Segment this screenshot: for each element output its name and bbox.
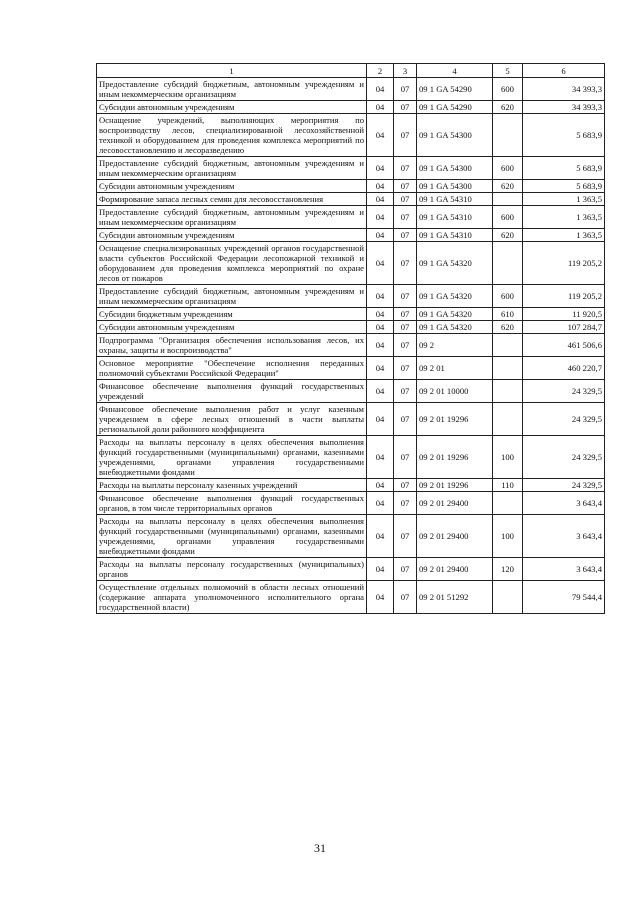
expense-type-cell: 620 <box>493 180 523 193</box>
section-code-cell: 04 <box>367 180 394 193</box>
table-row <box>97 206 605 229</box>
amount-cell: 119 205,2 <box>523 285 605 308</box>
target-article-cell: 09 1 GA 54320 <box>417 285 493 308</box>
subsection-code-cell: 07 <box>394 334 417 357</box>
expense-type-cell: 100 <box>493 436 523 479</box>
expense-name-cell: Субсидии автономным учреждениям <box>97 101 367 114</box>
target-article-cell: 09 1 GA 54320 <box>417 308 493 321</box>
amount-cell: 5 683,9 <box>523 114 605 157</box>
target-article-cell: 09 1 GA 54320 <box>417 242 493 285</box>
expense-name-cell: Предоставление субсидий бюджетным, автономным учреждениям и иным некоммерческим организациям <box>97 285 367 308</box>
amount-cell: 79 544,4 <box>523 581 605 614</box>
table-row <box>97 193 605 206</box>
expense-type-cell <box>493 492 523 515</box>
expense-type-cell <box>493 403 523 436</box>
table-row <box>97 229 605 242</box>
expense-type-cell <box>493 193 523 206</box>
expense-type-cell: 100 <box>493 515 523 558</box>
table-row <box>97 285 605 308</box>
table-row <box>97 321 605 334</box>
target-article-cell: 09 2 <box>417 334 493 357</box>
header-col-4: 4 <box>417 64 493 78</box>
expense-name-cell: Расходы на выплаты персоналу в целях обеспечения выполнения функций государственными (муниципальными) органами, казенными учреждениями, органами управления государственными внебюджетными фондами <box>97 515 367 558</box>
section-code-cell: 04 <box>367 334 394 357</box>
amount-cell: 34 393,3 <box>523 78 605 101</box>
table-row <box>97 492 605 515</box>
expense-type-cell <box>493 334 523 357</box>
page-number: 31 <box>314 841 326 855</box>
amount-cell: 107 284,7 <box>523 321 605 334</box>
section-code-cell: 04 <box>367 78 394 101</box>
expense-type-cell: 600 <box>493 157 523 180</box>
subsection-code-cell: 07 <box>394 492 417 515</box>
subsection-code-cell: 07 <box>394 157 417 180</box>
expense-type-cell <box>493 581 523 614</box>
expense-type-cell: 600 <box>493 285 523 308</box>
header-col-6: 6 <box>523 64 605 78</box>
expense-name-cell: Оснащение учреждений, выполняющих мероприятия по воспроизводству лесов, специализированной лесохозяйственной техникой и оборудованием для проведения комплекса мероприятий по лесовосстановлению и лесоразведению <box>97 114 367 157</box>
subsection-code-cell: 07 <box>394 558 417 581</box>
amount-cell: 24 329,5 <box>523 436 605 479</box>
subsection-code-cell: 07 <box>394 229 417 242</box>
table-row <box>97 479 605 492</box>
table-row <box>97 308 605 321</box>
amount-cell: 24 329,5 <box>523 403 605 436</box>
expense-type-cell <box>493 114 523 157</box>
table-header-row <box>97 64 605 78</box>
expense-name-cell: Предоставление субсидий бюджетным, автономным учреждениям и иным некоммерческим организациям <box>97 78 367 101</box>
target-article-cell: 09 2 01 29400 <box>417 515 493 558</box>
section-code-cell: 04 <box>367 285 394 308</box>
table-row <box>97 515 605 558</box>
table-row <box>97 78 605 101</box>
subsection-code-cell: 07 <box>394 193 417 206</box>
table-row <box>97 242 605 285</box>
table-row <box>97 157 605 180</box>
target-article-cell: 09 1 GA 54290 <box>417 78 493 101</box>
expense-name-cell: Предоставление субсидий бюджетным, автономным учреждениям и иным некоммерческим организациям <box>97 206 367 229</box>
subsection-code-cell: 07 <box>394 114 417 157</box>
budget-table <box>96 63 605 614</box>
expense-type-cell: 620 <box>493 101 523 114</box>
section-code-cell: 04 <box>367 114 394 157</box>
expense-type-cell <box>493 357 523 380</box>
expense-type-cell: 620 <box>493 321 523 334</box>
expense-type-cell <box>493 242 523 285</box>
subsection-code-cell: 07 <box>394 180 417 193</box>
expense-type-cell: 110 <box>493 479 523 492</box>
table-row <box>97 581 605 614</box>
section-code-cell: 04 <box>367 308 394 321</box>
subsection-code-cell: 07 <box>394 308 417 321</box>
target-article-cell: 09 1 GA 54300 <box>417 157 493 180</box>
amount-cell: 3 643,4 <box>523 492 605 515</box>
table-row <box>97 357 605 380</box>
target-article-cell: 09 2 01 29400 <box>417 558 493 581</box>
amount-cell: 3 643,4 <box>523 558 605 581</box>
section-code-cell: 04 <box>367 515 394 558</box>
amount-cell: 1 363,5 <box>523 193 605 206</box>
section-code-cell: 04 <box>367 380 394 403</box>
expense-name-cell: Расходы на выплаты персоналу казенных учреждений <box>97 479 367 492</box>
section-code-cell: 04 <box>367 101 394 114</box>
section-code-cell: 04 <box>367 581 394 614</box>
section-code-cell: 04 <box>367 558 394 581</box>
expense-type-cell: 620 <box>493 229 523 242</box>
expense-type-cell: 600 <box>493 78 523 101</box>
subsection-code-cell: 07 <box>394 581 417 614</box>
section-code-cell: 04 <box>367 403 394 436</box>
table-row <box>97 114 605 157</box>
target-article-cell: 09 1 GA 54300 <box>417 114 493 157</box>
target-article-cell: 09 2 01 10000 <box>417 380 493 403</box>
table-body <box>97 78 605 614</box>
amount-cell: 5 683,9 <box>523 157 605 180</box>
expense-type-cell: 120 <box>493 558 523 581</box>
amount-cell: 460 220,7 <box>523 357 605 380</box>
amount-cell: 3 643,4 <box>523 515 605 558</box>
expense-name-cell: Подпрограмма "Организация обеспечения использования лесов, их охраны, защиты и воспроизводства" <box>97 334 367 357</box>
target-article-cell: 09 2 01 29400 <box>417 492 493 515</box>
expense-name-cell: Субсидии бюджетным учреждениям <box>97 308 367 321</box>
target-article-cell: 09 2 01 19296 <box>417 479 493 492</box>
expense-name-cell: Формирование запаса лесных семян для лесовосстановления <box>97 193 367 206</box>
target-article-cell: 09 1 GA 54300 <box>417 180 493 193</box>
target-article-cell: 09 1 GA 54310 <box>417 229 493 242</box>
subsection-code-cell: 07 <box>394 357 417 380</box>
expense-type-cell: 600 <box>493 206 523 229</box>
target-article-cell: 09 1 GA 54290 <box>417 101 493 114</box>
expense-name-cell: Осуществление отдельных полномочий в области лесных отношений (содержание аппарата уполномоченного исполнительного органа государственной власти) <box>97 581 367 614</box>
header-col-5: 5 <box>493 64 523 78</box>
amount-cell: 11 920,5 <box>523 308 605 321</box>
expense-name-cell: Расходы на выплаты персоналу в целях обеспечения выполнения функций государственными (муниципальными) органами, казенными учреждениями, органами управления государственными внебюджетными фондами <box>97 436 367 479</box>
target-article-cell: 09 2 01 19296 <box>417 436 493 479</box>
table-row <box>97 436 605 479</box>
section-code-cell: 04 <box>367 229 394 242</box>
expense-name-cell: Субсидии автономным учреждениям <box>97 321 367 334</box>
target-article-cell: 09 2 01 <box>417 357 493 380</box>
subsection-code-cell: 07 <box>394 403 417 436</box>
amount-cell: 34 393,3 <box>523 101 605 114</box>
table-row <box>97 558 605 581</box>
amount-cell: 461 506,6 <box>523 334 605 357</box>
expense-name-cell: Финансовое обеспечение выполнения функций государственных органов, в том числе территориальных органов <box>97 492 367 515</box>
expense-name-cell: Финансовое обеспечение выполнения работ и услуг казенным учреждением в сфере лесных отношений в части выплаты региональной доли районного коэффициента <box>97 403 367 436</box>
amount-cell: 24 329,5 <box>523 380 605 403</box>
subsection-code-cell: 07 <box>394 515 417 558</box>
expense-type-cell: 610 <box>493 308 523 321</box>
amount-cell: 119 205,2 <box>523 242 605 285</box>
header-col-2: 2 <box>367 64 394 78</box>
subsection-code-cell: 07 <box>394 101 417 114</box>
section-code-cell: 04 <box>367 492 394 515</box>
expense-name-cell: Субсидии автономным учреждениям <box>97 180 367 193</box>
table-row <box>97 101 605 114</box>
expense-name-cell: Расходы на выплаты персоналу государственных (муниципальных) органов <box>97 558 367 581</box>
amount-cell: 1 363,5 <box>523 229 605 242</box>
subsection-code-cell: 07 <box>394 321 417 334</box>
target-article-cell: 09 1 GA 54310 <box>417 206 493 229</box>
section-code-cell: 04 <box>367 157 394 180</box>
amount-cell: 5 683,9 <box>523 180 605 193</box>
table-row <box>97 380 605 403</box>
subsection-code-cell: 07 <box>394 242 417 285</box>
subsection-code-cell: 07 <box>394 206 417 229</box>
section-code-cell: 04 <box>367 479 394 492</box>
header-col-1: 1 <box>97 64 367 78</box>
expense-name-cell: Субсидии автономным учреждениям <box>97 229 367 242</box>
section-code-cell: 04 <box>367 206 394 229</box>
expense-name-cell: Основное мероприятие "Обеспечение исполнения переданных полномочий субъектами Российской Федерации" <box>97 357 367 380</box>
table-row <box>97 180 605 193</box>
table-row <box>97 334 605 357</box>
section-code-cell: 04 <box>367 436 394 479</box>
expense-type-cell <box>493 380 523 403</box>
section-code-cell: 04 <box>367 321 394 334</box>
amount-cell: 1 363,5 <box>523 206 605 229</box>
target-article-cell: 09 2 01 19296 <box>417 403 493 436</box>
section-code-cell: 04 <box>367 193 394 206</box>
amount-cell: 24 329,5 <box>523 479 605 492</box>
subsection-code-cell: 07 <box>394 479 417 492</box>
subsection-code-cell: 07 <box>394 380 417 403</box>
target-article-cell: 09 2 01 51292 <box>417 581 493 614</box>
expense-name-cell: Оснащение специализированных учреждений органов государственной власти субъектов Российской Федерации лесопожарной техникой и оборудованием для проведения комплекса мероприятий по охране лесов от пожаров <box>97 242 367 285</box>
section-code-cell: 04 <box>367 242 394 285</box>
target-article-cell: 09 1 GA 54310 <box>417 193 493 206</box>
header-col-3: 3 <box>394 64 417 78</box>
subsection-code-cell: 07 <box>394 78 417 101</box>
section-code-cell: 04 <box>367 357 394 380</box>
target-article-cell: 09 1 GA 54320 <box>417 321 493 334</box>
subsection-code-cell: 07 <box>394 436 417 479</box>
expense-name-cell: Предоставление субсидий бюджетным, автономным учреждениям и иным некоммерческим организациям <box>97 157 367 180</box>
expense-name-cell: Финансовое обеспечение выполнения функций государственных учреждений <box>97 380 367 403</box>
table-row <box>97 403 605 436</box>
subsection-code-cell: 07 <box>394 285 417 308</box>
